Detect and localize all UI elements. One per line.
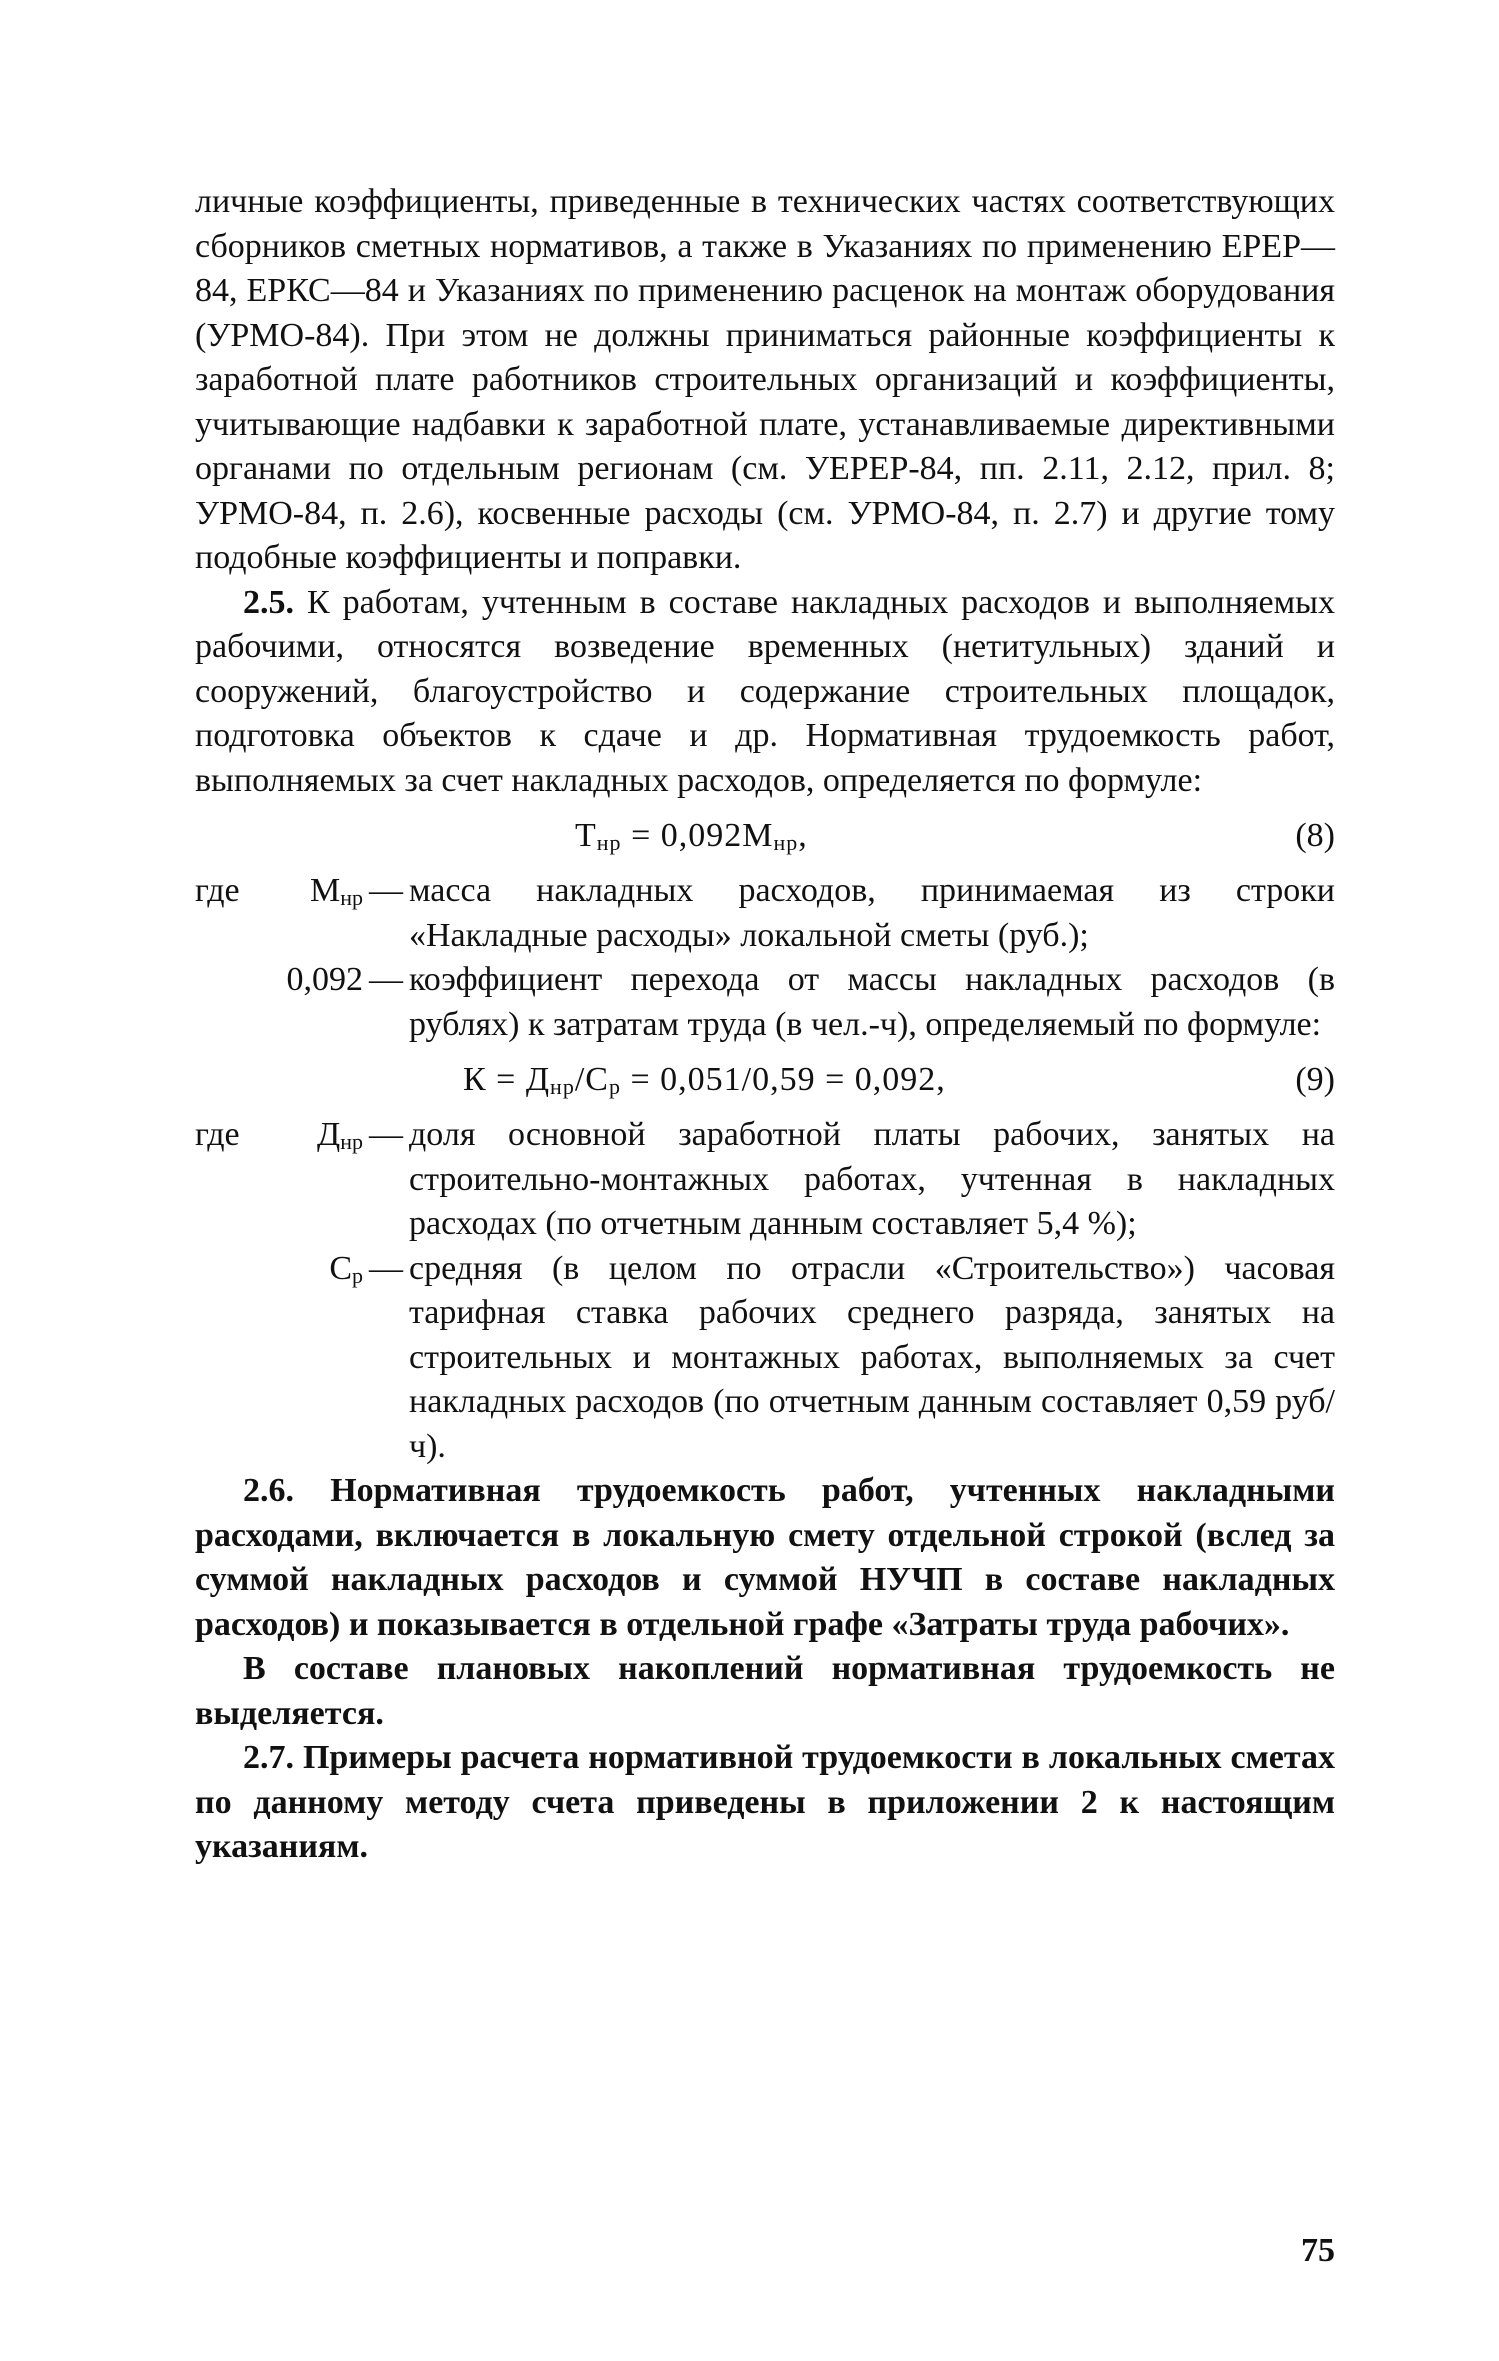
definition-text: доля основной заработной платы рабочих, занятых на строительно-монтажных работах, учтенная в накладных расходах (по отчетным данным составляет 5,4 %);	[409, 1116, 1335, 1242]
definition-item	[195, 1113, 1335, 1247]
definition-dash: —	[369, 961, 403, 998]
formula-9	[195, 1047, 1335, 1113]
paragraph-continuation: личные коэффициенты, приведенные в технических частях соответствующих сборников сметных нормативов, а также в Указаниях по применению ЕРЕР—84, ЕРКС—84 и Указаниях по применению расценок на монтаж оборудования (УРМО-84). При этом не должны приниматься районные коэффициенты к заработной плате работников строительных организаций и коэффициенты, учитывающие надбавки к заработной плате, устанавливаемые директивными органами по отдельным регионам (см. УЕРЕР-84, пп. 2.11, 2.12, прил. 8; УРМО-84, п. 2.6), косвенные расходы (см. УРМО-84, п. 2.7) и другие тому подобные коэффициенты и поправки.	[195, 183, 1335, 576]
section-number-2-5: 2.5.	[243, 583, 294, 621]
paragraph-2-5-text: К работам, учтенным в составе накладных расходов и выполняемых рабочими, относятся возведение временных (нетитульных) зданий и сооружений, благоустройство и содержание строительных площадок, подготовка объектов к сдаче и др. Нормативная трудоемкость работ, выполняемых за счет накладных расходов, определяется по формуле:	[195, 583, 1335, 799]
definition-item	[195, 869, 1335, 958]
page-number: 75	[1301, 2232, 1335, 2269]
definitions-list-2	[195, 1113, 1335, 1469]
definition-item	[195, 958, 1335, 1047]
page-body	[195, 180, 1335, 1870]
definition-dash: —	[369, 1116, 403, 1153]
formula-8-expression: Тнр = 0,092Мнр,	[575, 817, 808, 855]
formula-8	[195, 803, 1335, 869]
definition-symbol: 0,092	[286, 961, 363, 998]
formula-9-number: (9)	[1295, 1061, 1335, 1098]
definition-text: средняя (в целом по отрасли «Строительство») часовая тарифная ставка рабочих среднего разряда, занятых на строительных и монтажных работах, выполняемых за счет накладных расходов (по отчетным данным составляет 0,59 руб/ч).	[409, 1249, 1335, 1465]
paragraph-2-5	[195, 581, 1335, 804]
definition-item	[195, 1247, 1335, 1470]
paragraph-2-7-text: Примеры расчета нормативной трудоемкости в локальных сметах по данному методу счета приведены в приложении 2 к настоящим указаниям.	[195, 1739, 1335, 1865]
formula-9-expression: К = Днр/Ср = 0,051/0,59 = 0,092,	[463, 1061, 946, 1099]
paragraph-plan: В составе плановых накоплений нормативная трудоемкость не выделяется.	[195, 1650, 1335, 1732]
definition-dash: —	[369, 872, 403, 909]
paragraph-2-7	[195, 1736, 1335, 1870]
definition-dash: —	[369, 1249, 403, 1287]
section-number-2-6: 2.6.	[243, 1472, 294, 1509]
definitions-list-1	[195, 869, 1335, 1047]
definition-symbol: Ср	[329, 1249, 363, 1288]
definition-text: масса накладных расходов, принимаемая из строки «Накладные расходы» локальной сметы (руб.);	[409, 872, 1335, 954]
formula-8-number: (8)	[1295, 817, 1335, 854]
definition-text: коэффициент перехода от массы накладных расходов (в рублях) к затратам труда (в чел.-ч), определяемый по формуле:	[409, 961, 1335, 1043]
paragraph-2-6-text: Нормативная трудоемкость работ, учтенных накладными расходами, включается в локальную смету отдельной строкой (вслед за суммой накладных расходов и суммой НУЧП в составе накладных расходов) и показывается в отдельной графе «Затраты труда рабочих».	[195, 1472, 1335, 1643]
definition-symbol: где Мнр	[195, 872, 363, 910]
paragraph-2-6	[195, 1469, 1335, 1647]
definition-symbol: где Днр	[195, 1116, 363, 1154]
section-number-2-7: 2.7.	[243, 1739, 294, 1776]
